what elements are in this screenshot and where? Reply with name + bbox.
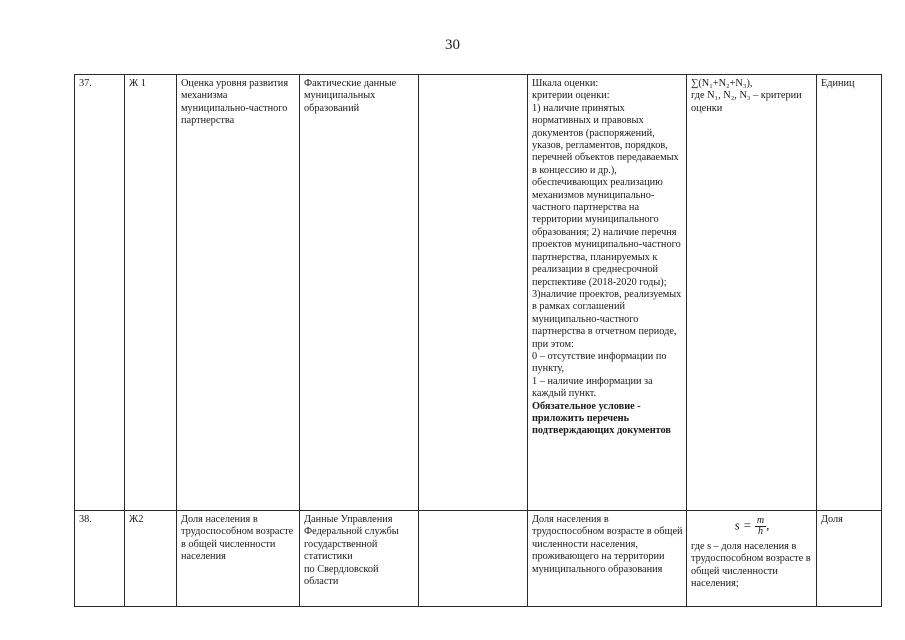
indicator-name: Оценка уровня развития механизма муниципально-частного партнерства [177, 75, 300, 511]
row-number: 37. [75, 75, 125, 511]
data-source: Фактические данные муниципальных образований [300, 75, 419, 511]
formula-lhs: s = [734, 517, 752, 533]
calculation-method: Доля населения в трудоспособном возрасте в общей численности населения, проживающего на территории муниципального образования [528, 511, 687, 607]
page-number: 30 [445, 37, 460, 53]
formula-description: где s – доля населения в трудоспособном возрасте в общей численности населения; [691, 541, 811, 590]
formula-numerator: m [756, 515, 765, 526]
formula-cell [687, 511, 817, 607]
indicator-name: Доля населения в трудоспособном возрасте в общей численности населения [177, 511, 300, 607]
formula-comma: , [766, 517, 770, 533]
method-text: Шкала оценки: критерии оценки: 1) наличие принятых нормативных и правовых документов (распоряжений, указов, регламентов, порядков, перечней объектов передаваемых в концессию и др.), обеспечивающих реализацию механизмов муниципально-частного партнерства на территории муниципального образования; 2) наличие перечня проектов муниципально-частного партнерства, планируемых к реализации в среднесрочной перспективе (2018-2020 годы); 3)наличие проектов, реализуемых в рамках соглашений муниципально-частного партнерства в отчетном периоде, при этом: 0 – отсутствие информации по пункту, 1 – наличие информации за каждый пункт. [532, 78, 682, 400]
row-number: 38. [75, 511, 125, 607]
indicator-code: Ж2 [125, 511, 177, 607]
formula-fraction [755, 516, 766, 537]
indicator-code: Ж 1 [125, 75, 177, 511]
table-row [75, 75, 882, 511]
formula-expression [691, 516, 813, 537]
indicators-table [74, 74, 882, 607]
unit-cell: Доля [817, 511, 882, 607]
formula-cell [687, 75, 817, 511]
unit-cell: Единиц [817, 75, 882, 511]
calculation-method [528, 75, 687, 511]
empty-cell [419, 511, 528, 607]
mandatory-condition: Обязательное условие - приложить перечень подтверждающих документов [532, 400, 671, 437]
formula-denominator: h [758, 526, 764, 537]
data-source: Данные Управления Федеральной службы государственной статистики по Свердловской области [300, 511, 419, 607]
table-row [75, 511, 882, 607]
formula-text: ∑(N₁+N₂+N₃), где N₁, N₂, N₃ – критерии оценки [691, 78, 802, 114]
empty-cell [419, 75, 528, 511]
